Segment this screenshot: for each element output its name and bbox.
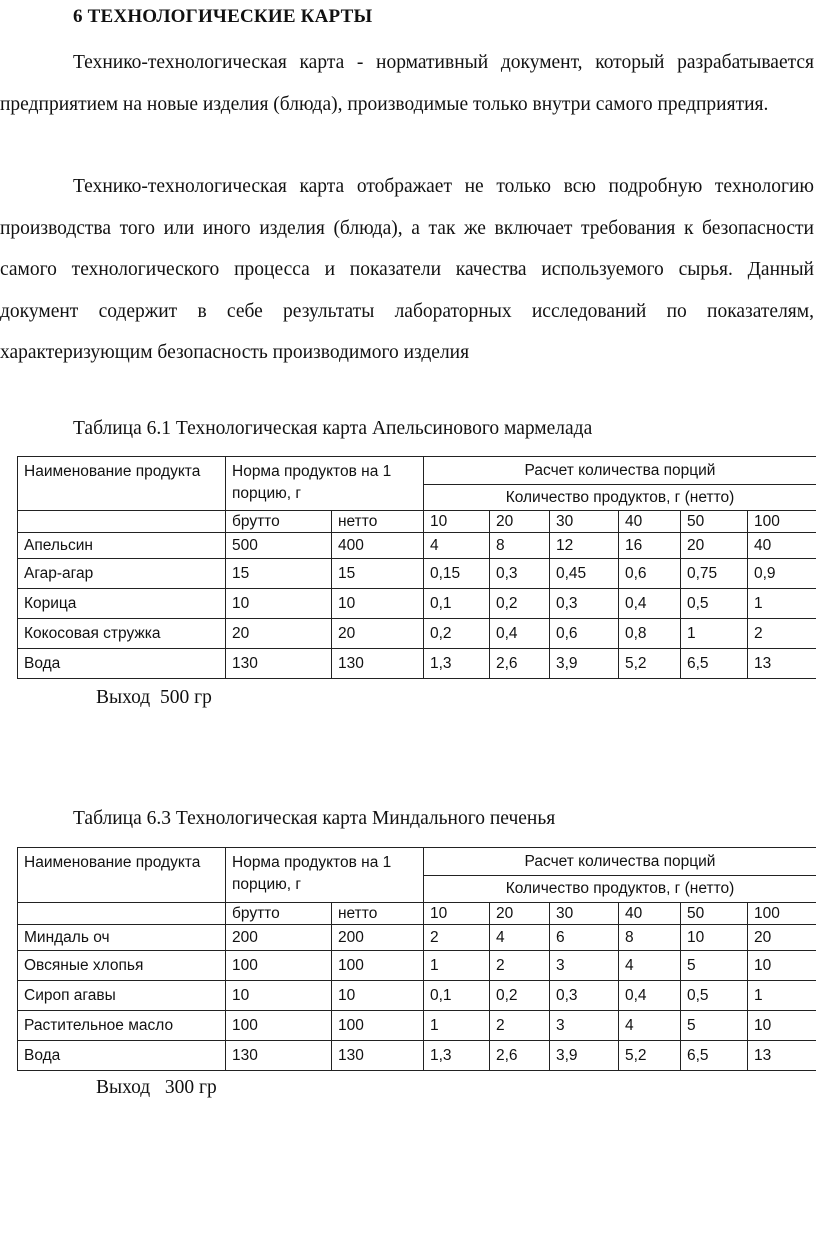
portion-value: 12 (550, 533, 619, 559)
portion-value: 0,45 (550, 559, 619, 589)
header-norm: Норма продуктов на 1 порцию, г (226, 457, 424, 511)
portion-value: 10 (681, 925, 748, 951)
yield-text: Выход 300 гр (96, 1077, 217, 1098)
header-norm: Норма продуктов на 1 порцию, г (226, 848, 424, 903)
header-name: Наименование продукта (18, 457, 226, 511)
header-portion: 50 (681, 903, 748, 925)
product-name: Овсяные хлопья (18, 951, 226, 981)
table-row (18, 619, 816, 649)
portion-value: 6 (550, 925, 619, 951)
table-row (18, 981, 816, 1011)
portion-value: 1 (748, 589, 816, 619)
gross-value: 10 (226, 981, 332, 1011)
table-caption: Таблица 6.1 Технологическая карта Апельсинового мармелада (73, 418, 593, 439)
product-name: Миндаль оч (18, 925, 226, 951)
section-heading: 6 ТЕХНОЛОГИЧЕСКИЕ КАРТЫ (73, 6, 373, 27)
header-calc: Расчет количества порций (424, 848, 816, 876)
portion-value: 0,3 (550, 981, 619, 1011)
net-value: 200 (332, 925, 424, 951)
paragraph-definition: Технико-технологическая карта - нормативный документ, который разрабатывается предприятием на новые изделия (блюда), производимые только внутри самого предприятия. (0, 52, 814, 115)
product-name: Апельсин (18, 533, 226, 559)
header-portion: 100 (748, 903, 816, 925)
gross-value: 130 (226, 1041, 332, 1071)
portion-value: 4 (619, 951, 681, 981)
portion-value: 4 (490, 925, 550, 951)
portion-value: 40 (748, 533, 816, 559)
net-value: 10 (332, 981, 424, 1011)
portion-value: 6,5 (681, 1041, 748, 1071)
portion-value: 3,9 (550, 649, 619, 679)
portion-value: 0,6 (550, 619, 619, 649)
portion-value: 0,2 (490, 589, 550, 619)
gross-value: 100 (226, 951, 332, 981)
header-qty: Количество продуктов, г (нетто) (424, 485, 816, 511)
portion-value: 2 (424, 925, 490, 951)
header-portion: 30 (550, 903, 619, 925)
header-portion: 20 (490, 511, 550, 533)
paragraph-description: Технико-технологическая карта отображает не только всю подробную технологию производства того или иного изделия (блюда), а так же включает требования к безопасности самого технологического процесса и показатели качества используемого сырья. Данный документ содержит в себе результаты лабораторных исследований по показателям, характеризующим безопасность производимого изделия (0, 176, 814, 363)
portion-value: 5,2 (619, 649, 681, 679)
header-qty: Количество продуктов, г (нетто) (424, 876, 816, 903)
portion-value: 0,4 (490, 619, 550, 649)
table-row (18, 533, 816, 559)
portion-value: 1 (424, 1011, 490, 1041)
product-name: Вода (18, 649, 226, 679)
portion-value: 1,3 (424, 649, 490, 679)
product-name: Агар-агар (18, 559, 226, 589)
net-value: 20 (332, 619, 424, 649)
product-name: Сироп агавы (18, 981, 226, 1011)
table-row (18, 1011, 816, 1041)
product-name: Корица (18, 589, 226, 619)
gross-value: 500 (226, 533, 332, 559)
net-value: 130 (332, 649, 424, 679)
product-name: Вода (18, 1041, 226, 1071)
portion-value: 20 (748, 925, 816, 951)
portion-value: 3 (550, 1011, 619, 1041)
portion-value: 0,75 (681, 559, 748, 589)
gross-value: 130 (226, 649, 332, 679)
table-row (18, 589, 816, 619)
portion-value: 0,5 (681, 589, 748, 619)
portion-value: 4 (424, 533, 490, 559)
portion-value: 0,15 (424, 559, 490, 589)
net-value: 10 (332, 589, 424, 619)
portion-value: 20 (681, 533, 748, 559)
portion-value: 6,5 (681, 649, 748, 679)
portion-value: 2 (490, 951, 550, 981)
portion-value: 0,1 (424, 981, 490, 1011)
tech-card-table-almond-cookies (17, 847, 816, 1071)
portion-value: 5 (681, 1011, 748, 1041)
header-portion: 30 (550, 511, 619, 533)
portion-value: 0,5 (681, 981, 748, 1011)
header-portion: 20 (490, 903, 550, 925)
portion-value: 4 (619, 1011, 681, 1041)
portion-value: 10 (748, 951, 816, 981)
portion-value: 8 (619, 925, 681, 951)
header-portion: 40 (619, 903, 681, 925)
portion-value: 0,2 (490, 981, 550, 1011)
net-value: 100 (332, 951, 424, 981)
portion-value: 16 (619, 533, 681, 559)
gross-value: 100 (226, 1011, 332, 1041)
gross-value: 20 (226, 619, 332, 649)
header-calc: Расчет количества порций (424, 457, 816, 485)
portion-value: 3 (550, 951, 619, 981)
header-portion: 10 (424, 903, 490, 925)
header-name: Наименование продукта (18, 848, 226, 903)
yield-text: Выход 500 гр (96, 687, 212, 708)
portion-value: 0,1 (424, 589, 490, 619)
portion-value: 2 (490, 1011, 550, 1041)
header-portion: 100 (748, 511, 816, 533)
product-name: Кокосовая стружка (18, 619, 226, 649)
portion-value: 5 (681, 951, 748, 981)
header-portion: 40 (619, 511, 681, 533)
table-row (18, 925, 816, 951)
portion-value: 13 (748, 649, 816, 679)
portion-value: 0,3 (490, 559, 550, 589)
net-value: 15 (332, 559, 424, 589)
portion-value: 2 (748, 619, 816, 649)
portion-value: 2,6 (490, 649, 550, 679)
header-gross: брутто (226, 511, 332, 533)
table-row (18, 559, 816, 589)
net-value: 130 (332, 1041, 424, 1071)
portion-value: 0,6 (619, 559, 681, 589)
portion-value: 1,3 (424, 1041, 490, 1071)
portion-value: 0,8 (619, 619, 681, 649)
header-gross: брутто (226, 903, 332, 925)
header-blank (18, 511, 226, 533)
net-value: 100 (332, 1011, 424, 1041)
header-portion: 10 (424, 511, 490, 533)
portion-value: 1 (424, 951, 490, 981)
portion-value: 0,4 (619, 981, 681, 1011)
net-value: 400 (332, 533, 424, 559)
portion-value: 0,2 (424, 619, 490, 649)
gross-value: 10 (226, 589, 332, 619)
header-portion: 50 (681, 511, 748, 533)
table-caption: Таблица 6.3 Технологическая карта Миндального печенья (73, 808, 556, 829)
portion-value: 3,9 (550, 1041, 619, 1071)
header-net: нетто (332, 511, 424, 533)
table-row (18, 951, 816, 981)
portion-value: 8 (490, 533, 550, 559)
header-net: нетто (332, 903, 424, 925)
portion-value: 2,6 (490, 1041, 550, 1071)
portion-value: 13 (748, 1041, 816, 1071)
portion-value: 0,4 (619, 589, 681, 619)
header-blank (18, 903, 226, 925)
gross-value: 15 (226, 559, 332, 589)
portion-value: 10 (748, 1011, 816, 1041)
table-row (18, 649, 816, 679)
portion-value: 1 (681, 619, 748, 649)
portion-value: 1 (748, 981, 816, 1011)
portion-value: 0,3 (550, 589, 619, 619)
product-name: Растительное масло (18, 1011, 226, 1041)
portion-value: 0,9 (748, 559, 816, 589)
portion-value: 5,2 (619, 1041, 681, 1071)
table-row (18, 1041, 816, 1071)
tech-card-table-marmalade (17, 456, 816, 679)
gross-value: 200 (226, 925, 332, 951)
